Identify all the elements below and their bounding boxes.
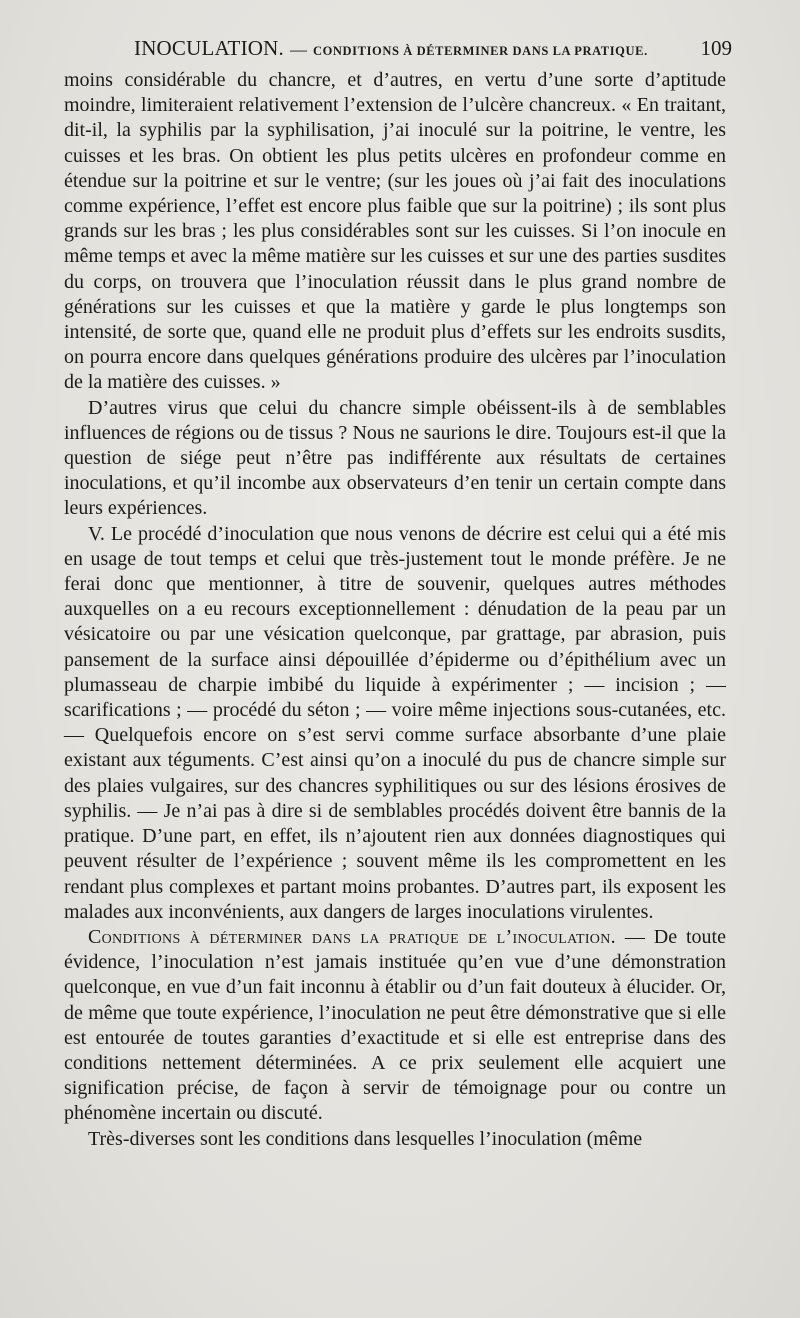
paragraph-final-line: Très-diverses sont les conditions dans lesquelles l’inoculation (même: [88, 1127, 643, 1150]
paragraph-conditions: [64, 925, 726, 1127]
running-head-subtitle: CONDITIONS À DÉTERMINER DANS LA PRATIQUE.: [312, 44, 648, 58]
paragraph-continuation: moins considérable du chancre, et d’autres, en vertu d’une sorte d’aptitude moindre, limiteraient relativement l’extension de l’ulcère chancreux. « En traitant, dit-il, la syphilis par la syphilisation, j’ai inoculé sur la poitrine, le ventre, les cuisses et les bras. On obtient les plus petits ulcères en profondeur comme en étendue sur la poitrine et sur le ventre; (sur les joues où j’ai fait des inoculations comme expérience, l’effet est encore plus faible que sur la poitrine) ; ils sont plus grands sur les bras ; les plus considérables sont sur les cuisses. Si l’on inocule en même temps et avec la même matière sur les cuisses et sur une des parties susdites du corps, on trouvera que l’inoculation réussit dans le plus grand nombre de générations sur les cuisses et que la matière y garde le plus longtemps son intensité, de sorte que, quand elle ne produit plus d’effets sur les endroits susdits, on pourra encore dans quelques générations produire des ulcères par l’inoculation de la matière des cuisses. »: [64, 69, 726, 394]
paragraph-virus-question: D’autres virus que celui du chancre simple obéissent-ils à de semblables influences de régions ou de tissus ? Nous ne saurions le dire. Toujours est-il que la question de siége peut n’être pas indifférente aux résultats de certaines inoculations, et qu’il incombe aux observateurs d’en tenir un certain compte dans leurs expériences.: [64, 396, 726, 520]
paragraph-section-v: V. Le procédé d’inoculation que nous venons de décrire est celui qui a été mis en usage de tout temps et celui que très-justement tout le monde préfère. Je ne ferai donc que mentionner, à titre de souvenir, quelques autres méthodes auxquelles on a eu recours exceptionnellement : dénudation de la peau par un vésicatoire ou par une vésication quelconque, par grattage, par abrasion, puis pansement de la surface ainsi dépouillée d’épiderme ou d’épithélium avec un plumasseau de charpie imbibé du liquide à expérimenter ; — incision ; — scarifications ; — procédé du séton ; — voire même injections sous-cutanées, etc. — Quelquefois encore on s’est servi comme surface absorbante d’une plaie existant aux téguments. C’est ainsi qu’on a inoculé du pus de chancre simple sur des plaies vulgaires, sur des chancres syphilitiques ou sur des lésions érosives de syphilis. — Je n’ai pas à dire si de semblables procédés doivent être bannis de la pratique. D’une part, en effet, ils n’ajoutent rien aux données diagnostiques qui peuvent résulter de l’expérience ; souvent même ils les compromettent en les rendant plus complexes et partant moins probantes. D’autres part, ils exposent les malades aux inconvénients, aux dangers de larges inoculations virulentes.: [64, 522, 726, 923]
running-head-title: INOCULATION.: [134, 36, 284, 60]
page-number: 109: [700, 36, 732, 60]
running-head: [134, 36, 732, 66]
paragraph-conditions-text: — De toute évidence, l’inoculation n’est jamais instituée qu’en vue d’une démonstration quelconque, en vue d’un fait inconnu à établir ou d’un fait douteux à élucider. Or, de même que toute expérience, l’inoculation ne peut être démonstrative que si elle est entourée de toutes garanties d’exactitude et si elle est entreprise dans des conditions nettement déterminées. A ce prix seulement elle acquiert une signification précise, de façon à servir de témoignage pour ou contre un phénomène incertain ou discuté.: [64, 925, 726, 1125]
running-head-left: [134, 36, 648, 61]
body-text: [64, 68, 726, 1152]
running-head-separator: —: [289, 40, 307, 59]
section-heading: Conditions à déterminer dans la pratique de l’inoculation.: [88, 925, 616, 948]
